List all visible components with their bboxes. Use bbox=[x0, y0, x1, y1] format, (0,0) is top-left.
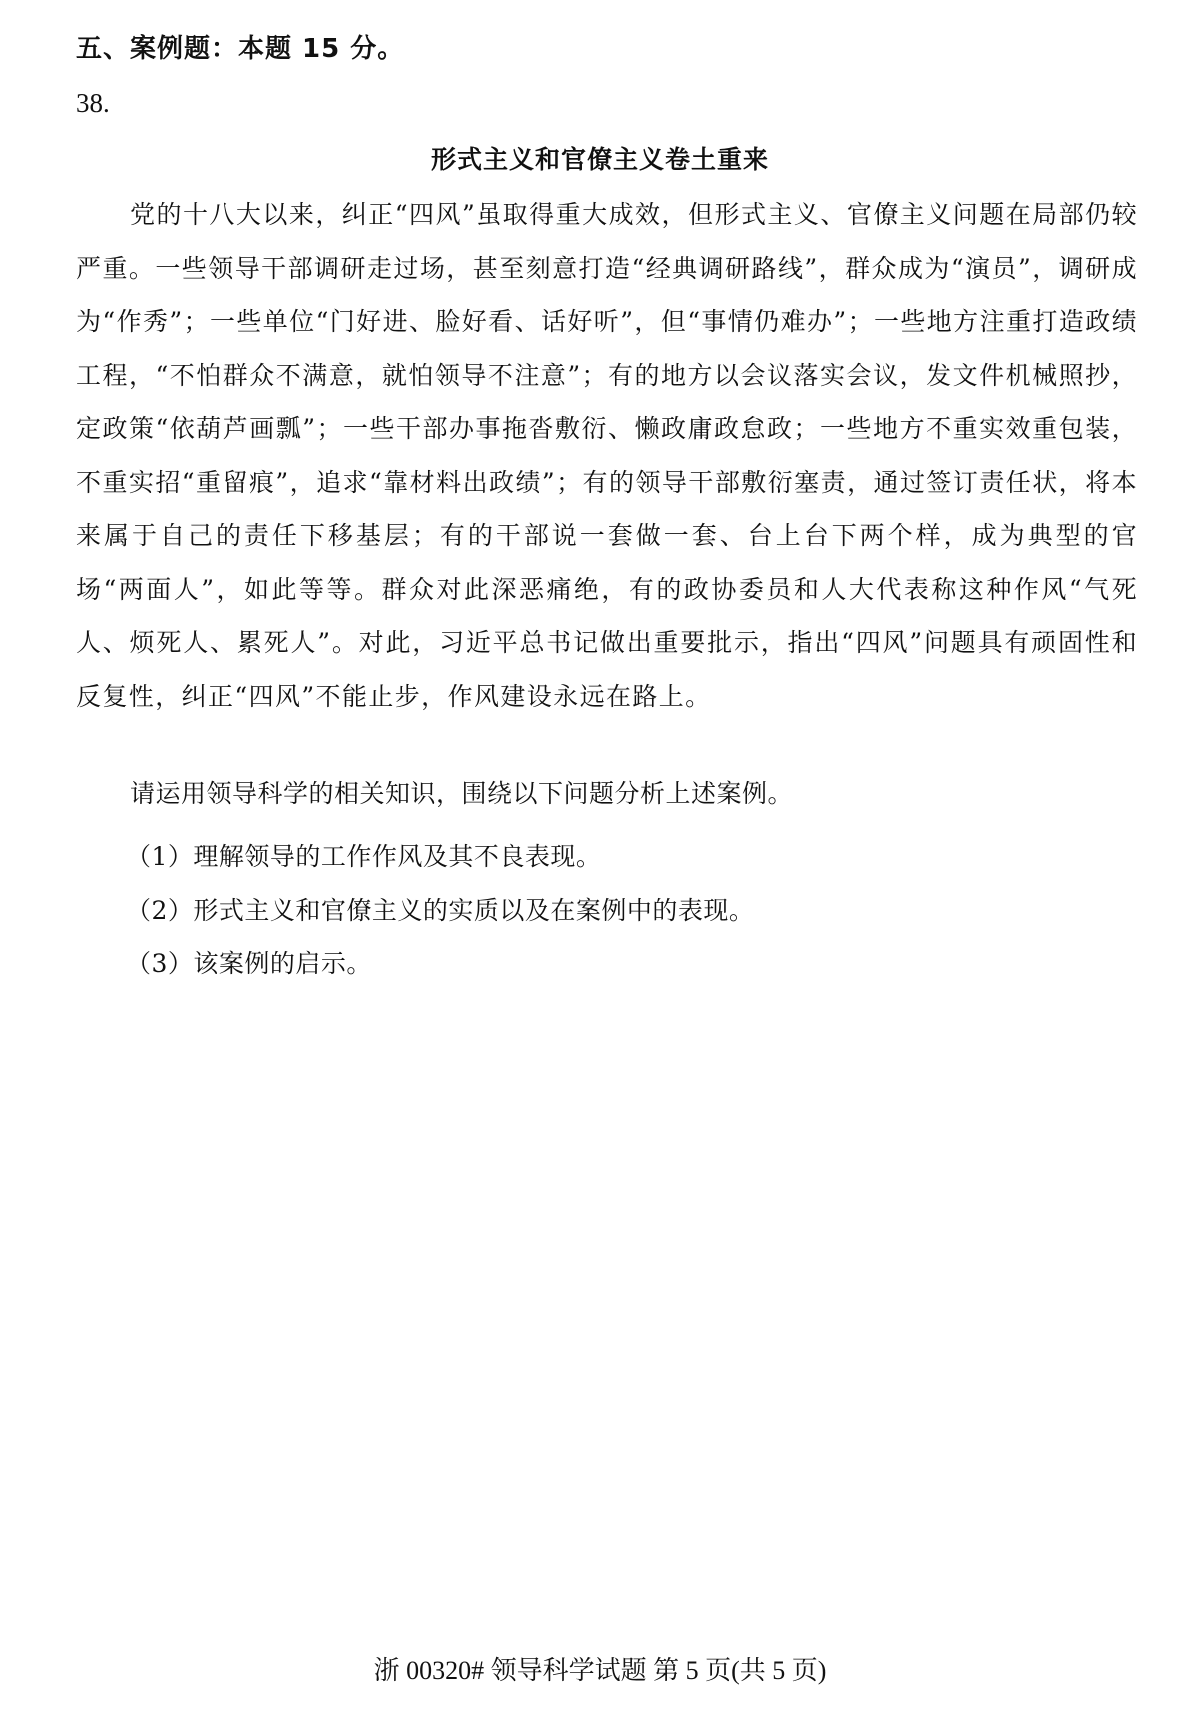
section-heading: 五、案例题：本题 15 分。 bbox=[76, 34, 405, 64]
question-number: 38. bbox=[76, 88, 110, 118]
sub-question: （3）该案例的启示。 bbox=[126, 949, 372, 978]
page-footer: 浙 00320# 领导科学试题 第 5 页(共 5 页) bbox=[373, 1656, 827, 1685]
sub-question: （2）形式主义和官僚主义的实质以及在案例中的表现。 bbox=[126, 895, 755, 925]
sub-question: （1）理解领导的工作作风及其不良表现。 bbox=[126, 842, 602, 871]
case-title: 形式主义和官僚主义卷土重来 bbox=[430, 145, 769, 174]
analysis-prompt: 请运用领导科学的相关知识，围绕以下问题分析上述案例。 bbox=[130, 779, 794, 808]
case-body: 党的十八大以来，纠正“四风”虽取得重大成效，但形式主义、官僚主义问题在局部仍较严重。一些领导干部调研走过场，甚至刻意打造“经典调研路线”，群众成为“演员”，调研成为“作秀”；一些单位“门好进、脸好看、话好听”，但“事情仍难办”；一些地方注重打造政绩工程，“不怕群众不满意，就怕领导不注意”；有的地方以会议落实会议，发文件机械照抄，定政策“依葫芦画瓢”；一些干部办事拖沓敷衍、懒政庸政怠政；一些地方不重实效重包装，不重实招“重留痕”，追求“靠材料出政绩”；有的领导干部敷衍塞责，通过签订责任状，将本来属于自己的责任下移基层；有的干部说一套做一套、台上台下两个样，成为典型的官场“两面人”，如此等等。群众对此深恶痛绝，有的政协委员和人大代表称这种作风“气死人、烦死人、累死人”。对此，习近平总书记做出重要批示，指出“四风”问题具有顽固性和反复性，纠正“四风”不能止步，作风建设永远在路上。 bbox=[76, 200, 1138, 711]
sub-question-list bbox=[126, 830, 754, 991]
